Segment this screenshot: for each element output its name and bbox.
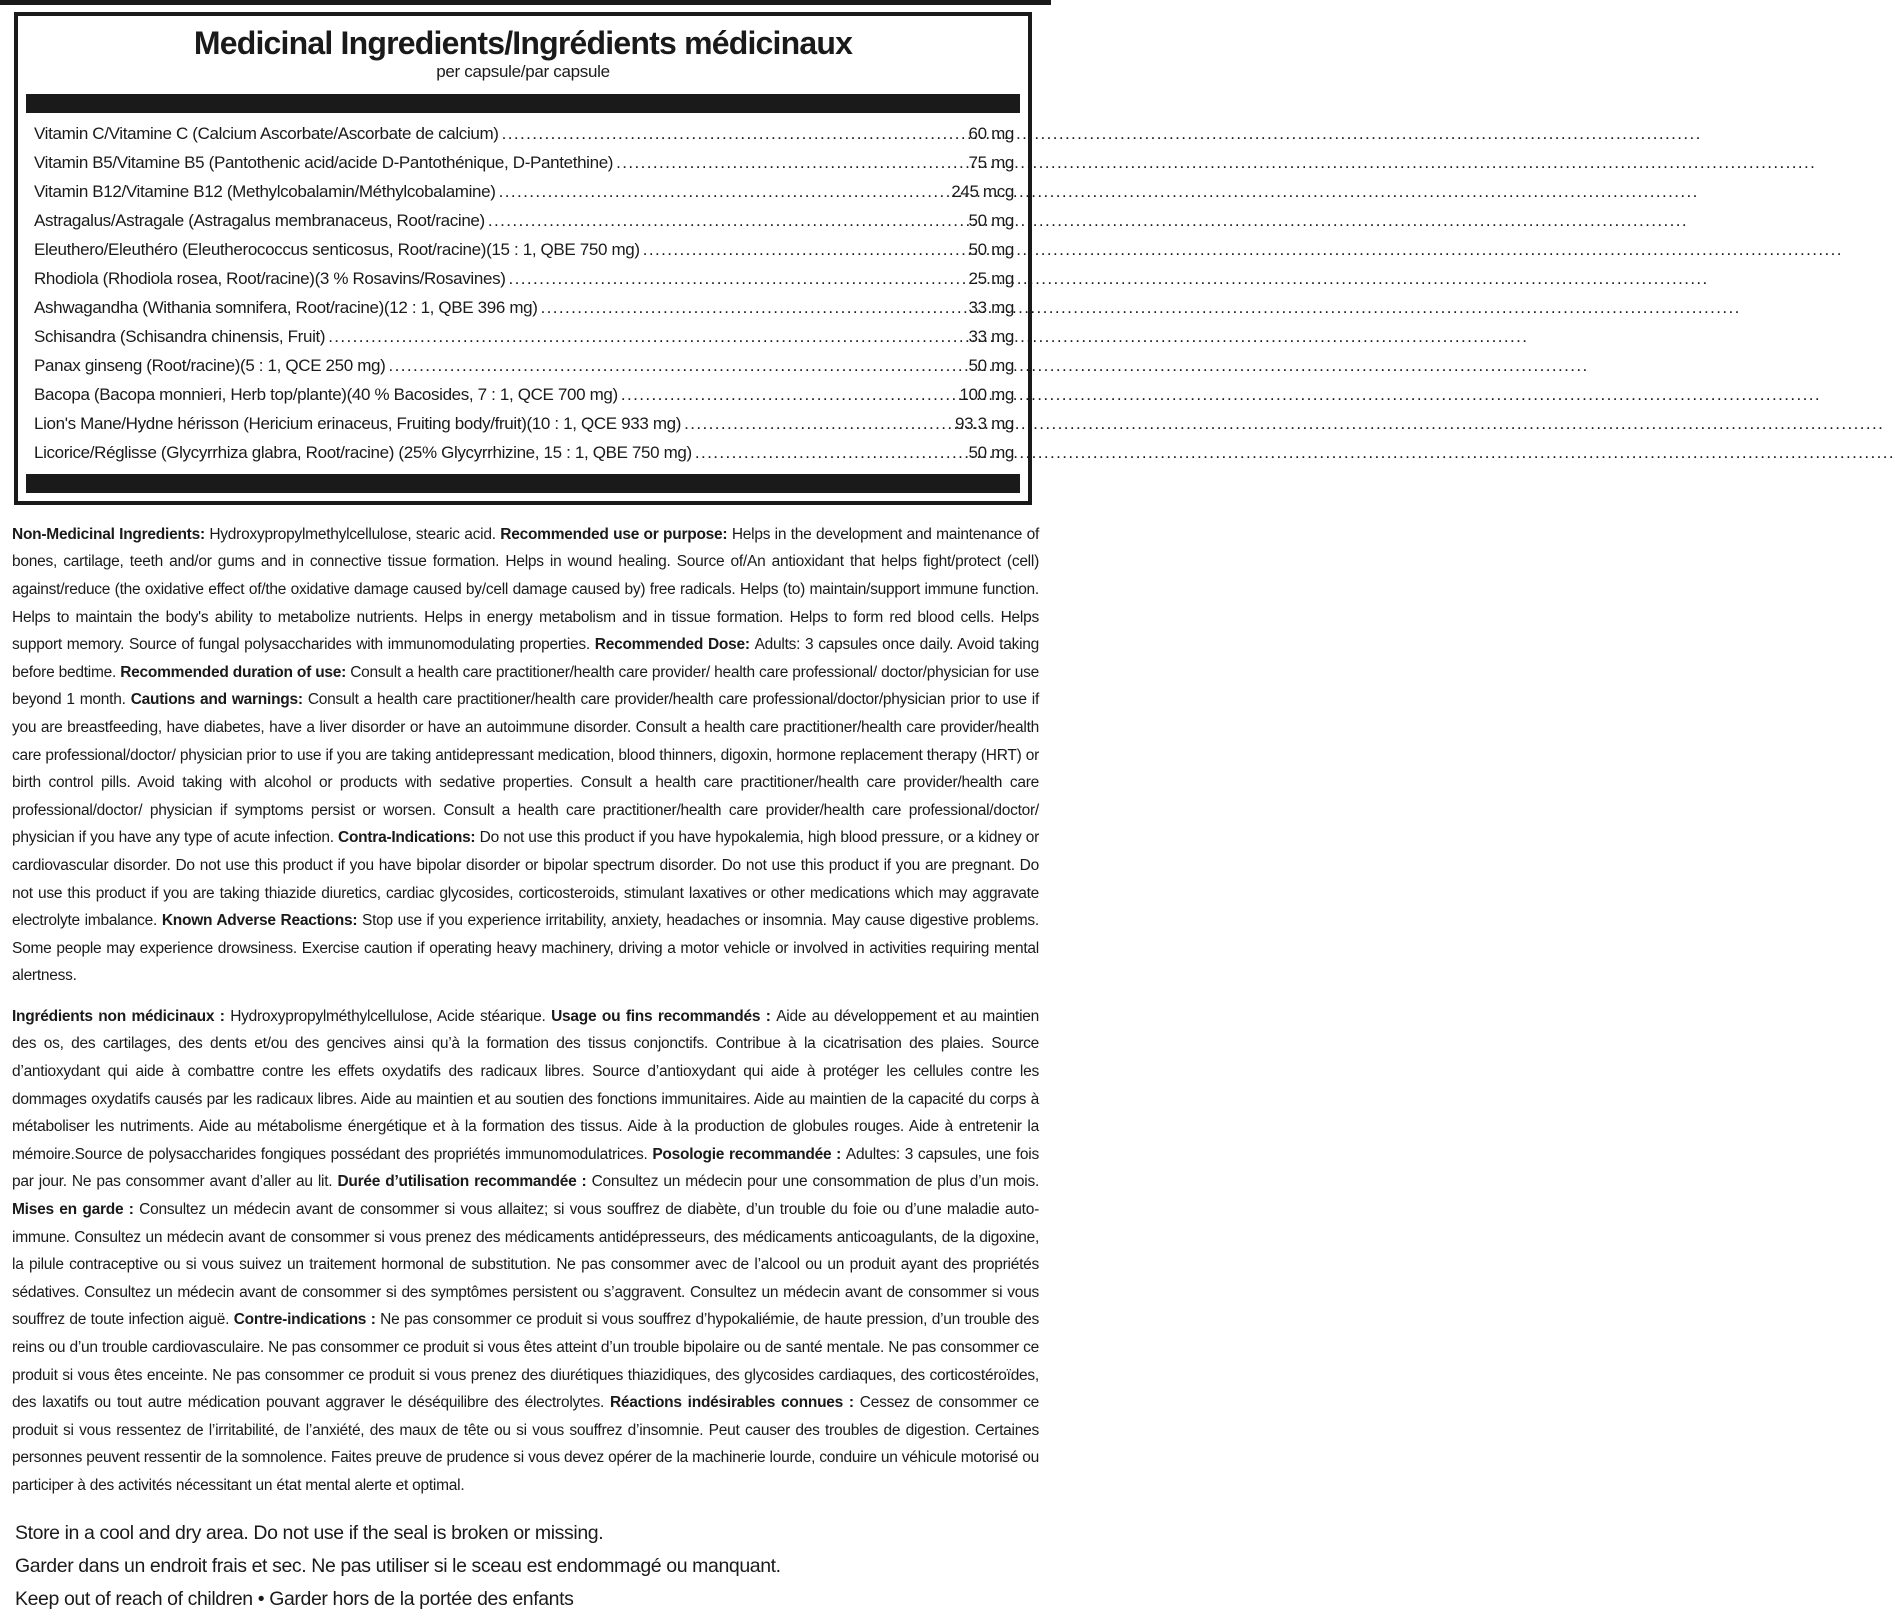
section-heading: Durée d’utilisation recommandée :	[337, 1173, 592, 1191]
ingredient-row	[34, 119, 1014, 148]
ingredient-row	[34, 322, 1014, 351]
section-heading: Known Adverse Reactions:	[161, 912, 362, 930]
section-text: Consultez un médecin pour une consommation de plus d’un mois.	[591, 1173, 1039, 1191]
dot-leader	[388, 351, 964, 380]
divider-bar-bottom	[26, 474, 1020, 493]
ingredient-amount: 33 mg	[968, 326, 1014, 346]
ingredient-amount: 60 mg	[968, 123, 1014, 143]
ingredient-amount: 100 mg	[959, 384, 1014, 404]
dot-leader	[328, 322, 964, 351]
section-heading: Recommended Dose:	[594, 636, 755, 654]
ingredient-row	[34, 293, 1014, 322]
ingredient-name: Panax ginseng (Root/racine)(5 : 1, QCE 250 mg)	[34, 355, 386, 375]
section-heading: Non-Medicinal Ingredients:	[12, 525, 210, 543]
ingredient-name: Astragalus/Astragale (Astragalus membranaceus, Root/racine)	[34, 210, 485, 230]
section-text: Hydroxypropylmethylcellulose, stearic acid.	[209, 525, 501, 543]
section-text: Consultez un médecin avant de consommer si vous allaitez; si vous souffrez de diabète, d’un trouble du foie ou d’une maladie auto-immune. Consultez un médecin avant de consommer si vous prenez des médicaments antidépresseurs, des médicaments anticoagulants, de la digoxine, la pilule contraceptive ou si vous suivez un traitement hormonal de substitution. Ne pas consommer avec de l’alcool ou un produit ayant des propriétés sédatives. Consultez un médecin avant de consommer si des symptômes persistent ou s’aggravent. Consultez un médecin avant de consommer si vous souffrez de toute infection aiguë.	[12, 1201, 1040, 1329]
dot-leader	[621, 380, 956, 409]
panel-title: Medicinal Ingredients/Ingrédients médicinaux	[193, 25, 853, 61]
ingredient-row	[34, 177, 1014, 206]
section-text: Hydroxypropylméthylcellulose, Acide stéarique.	[230, 1007, 552, 1025]
ingredient-amount: 33 mg	[968, 297, 1014, 317]
divider-bar-top	[26, 94, 1020, 113]
ingredient-row	[34, 438, 1014, 467]
french-regulatory-text	[12, 1003, 1039, 1500]
dot-leader	[684, 409, 951, 438]
ingredient-row	[34, 235, 1014, 264]
ingredient-amount: 50 mg	[968, 355, 1014, 375]
dot-leader	[499, 177, 948, 206]
storage-instructions	[15, 1517, 1039, 1616]
ingredient-name: Vitamin B5/Vitamine B5 (Pantothenic acid/acide D-Pantothénique, D-Pantethine)	[34, 152, 614, 172]
section-text: Aide au développement et au maintien des os, des cartilages, des dents et/ou des gencives ainsi qu’à la formation des tissus conjonctifs. Contribue à la cicatrisation des plaies. Source d’antioxydant qui aide à combattre contre les effets oxydatifs des radicaux libres. Source d’antioxydant qui aide à protéger les cellules contre les dommages oxydatifs causés par les radicaux libres. Aide au maintien et au soutien des fonctions immunitaires. Aide au maintien de la capacité du corps à métaboliser les nutriments. Aide au métabolisme énergétique et à la formation des tissus. Aide à la production de globules rouges. Aide à entretenir la mémoire.Source de polysaccharides fongiques possédant des propriétés immunomodulatrices.	[12, 1007, 1040, 1163]
dot-leader	[643, 235, 965, 264]
ingredient-amount: 93.3 mg	[955, 413, 1014, 433]
section-text: Adultes: 3 capsules, une fois par jour. Ne pas consommer avant d’aller au lit.	[12, 1145, 1039, 1191]
storage-line-english: Store in a cool and dry area. Do not use if the seal is broken or missing.	[15, 1521, 604, 1544]
section-text: Adults: 3 capsules once daily. Avoid taking before bedtime.	[12, 636, 1040, 681]
section-text: Consult a health care practitioner/health care provider/ health care professional/ doctor/physician for use beyond 1 month.	[12, 663, 1039, 709]
dot-leader	[695, 438, 965, 467]
dot-leader	[502, 119, 965, 148]
section-text: Do not use this product if you have hypokalemia, high blood pressure, or a kidney or cardiovascular disorder. Do not use this product if you have bipolar disorder or bipolar spectrum disorder. Do not use this product if you are pregnant. Do not use this product if you are taking thiazide diuretics, cardiac glycosides, corticosteroids, stimulant laxatives or other medications which may aggravate electrolyte imbalance.	[12, 829, 1040, 930]
medicinal-ingredients-panel	[14, 12, 1032, 505]
ingredient-row	[34, 264, 1014, 293]
section-heading: Recommended use or purpose:	[500, 525, 732, 543]
top-edge-bar	[0, 0, 1051, 5]
ingredient-name: Licorice/Réglisse (Glycyrrhiza glabra, Root/racine) (25% Glycyrrhizine, 15 : 1, QBE 750 mg)	[34, 442, 692, 462]
dot-leader	[616, 148, 964, 177]
section-heading: Réactions indésirables connues :	[609, 1394, 860, 1412]
english-regulatory-text	[12, 521, 1039, 990]
section-text: Consult a health care practitioner/health care provider/health care professional/doctor/physician prior to use if you are breastfeeding, have diabetes, have a liver disorder or have an autoimmune disorder. Consult a health care practitioner/health care provider/health care professional/doctor/ physician prior to use if you are taking antidepressant medication, blood thinners, digoxin, hormone replacement therapy (HRT) or birth control pills. Avoid taking with alcohol or products with sedative properties. Consult a health care practitioner/health care provider/health care professional/doctor/ physician if symptoms persist or worsen. Consult a health care practitioner/health care provider/health care professional/doctor/ physician if you have any type of acute infection.	[12, 691, 1040, 847]
section-text: Ne pas consommer ce produit si vous souffrez d’hypokaliémie, de haute pression, d’un trouble des reins ou d’un trouble cardiovasculaire. Ne pas consommer ce produit si vous êtes atteint d’un trouble bipolaire ou de santé mentale. Ne pas consommer ce produit si vous êtes enceinte. Ne pas consommer ce produit si vous prenez des diurétiques thiazidiques, des glycosides cardiaques, des corticostéroïdes, des laxatifs ou tout autre médication pouvant aggraver le déséquilibre des électrolytes.	[12, 1311, 1039, 1412]
section-heading: Ingrédients non médicinaux :	[12, 1007, 231, 1025]
section-text: Cessez de consommer ce produit si vous ressentez de l’irritabilité, de l’anxiété, des maux de tête ou si vous souffrez d’insomnie. Peut causer des troubles de digestion. Certaines personnes peuvent ressentir de la somnolence. Faites preuve de prudence si vous devez opérer de la machinerie lourde, conduire un véhicule motorisé ou participer à des activités nécessitant un état mental alerte et optimal.	[12, 1394, 1039, 1494]
ingredient-name: Ashwagandha (Withania somnifera, Root/racine)(12 : 1, QBE 396 mg)	[34, 297, 538, 317]
ingredient-row	[34, 351, 1014, 380]
ingredient-amount: 50 mg	[968, 239, 1014, 259]
ingredient-amount: 25 mg	[968, 268, 1014, 288]
ingredient-amount: 50 mg	[968, 442, 1014, 462]
keep-out-of-reach-line: Keep out of reach of children • Garder hors de la portée des enfants	[15, 1587, 574, 1610]
ingredient-amount: 245 mcg	[951, 181, 1014, 201]
ingredient-name: Bacopa (Bacopa monnieri, Herb top/plante)(40 % Bacosides, 7 : 1, QCE 700 mg)	[34, 384, 618, 404]
ingredient-name: Vitamin B12/Vitamine B12 (Methylcobalamin/Méthylcobalamine)	[34, 181, 496, 201]
dot-leader	[509, 264, 965, 293]
ingredient-name: Eleuthero/Eleuthéro (Eleutherococcus senticosus, Root/racine)(15 : 1, QBE 750 mg)	[34, 239, 640, 259]
section-heading: Contre-indications :	[233, 1311, 381, 1329]
dot-leader	[541, 293, 965, 322]
section-text: Stop use if you experience irritability, anxiety, headaches or insomnia. May cause digestive problems. Some people may experience drowsiness. Exercise caution if operating heavy machinery, driving a motor vehicle or involved in activities requiring mental alertness.	[12, 912, 1039, 985]
section-text: Helps in the development and maintenance of bones, cartilage, teeth and/or gums and in connective tissue formation. Helps in wound healing. Source of/An antioxidant that helps fight/protect (cell) against/reduce (the oxidative effect of/the oxidative damage caused by/cell damage caused by) free radicals. Helps (to) maintain/support immune function. Helps to maintain the body's ability to metabolize nutrients. Helps in energy metabolism and in tissue formation. Helps to form red blood cells. Helps support memory. Source of fungal polysaccharides with immunomodulating properties.	[12, 525, 1040, 654]
ingredient-name: Vitamin C/Vitamine C (Calcium Ascorbate/Ascorbate de calcium)	[34, 123, 499, 143]
section-heading: Usage ou fins recommandés :	[551, 1007, 777, 1025]
ingredient-name: Schisandra (Schisandra chinensis, Fruit)	[34, 326, 326, 346]
section-heading: Contra-Indications:	[338, 829, 480, 847]
ingredient-name: Lion's Mane/Hydne hérisson (Hericium erinaceus, Fruiting body/fruit)(10 : 1, QCE 933 mg)	[34, 413, 682, 433]
ingredient-amount: 75 mg	[968, 152, 1014, 172]
panel-subtitle: per capsule/par capsule	[436, 62, 610, 82]
ingredients-list	[24, 113, 1022, 474]
section-heading: Mises en garde :	[12, 1201, 140, 1219]
ingredient-row	[34, 148, 1014, 177]
section-heading: Recommended duration of use:	[120, 663, 351, 681]
ingredient-name: Rhodiola (Rhodiola rosea, Root/racine)(3 % Rosavins/Rosavines)	[34, 268, 506, 288]
ingredient-row	[34, 380, 1014, 409]
storage-line-french: Garder dans un endroit frais et sec. Ne pas utiliser si le sceau est endommagé ou manquant.	[15, 1554, 781, 1577]
ingredient-row	[34, 206, 1014, 235]
dot-leader	[488, 206, 965, 235]
section-heading: Posologie recommandée :	[652, 1145, 846, 1163]
section-heading: Cautions and warnings:	[130, 691, 308, 709]
ingredient-row	[34, 409, 1014, 438]
ingredient-amount: 50 mg	[968, 210, 1014, 230]
